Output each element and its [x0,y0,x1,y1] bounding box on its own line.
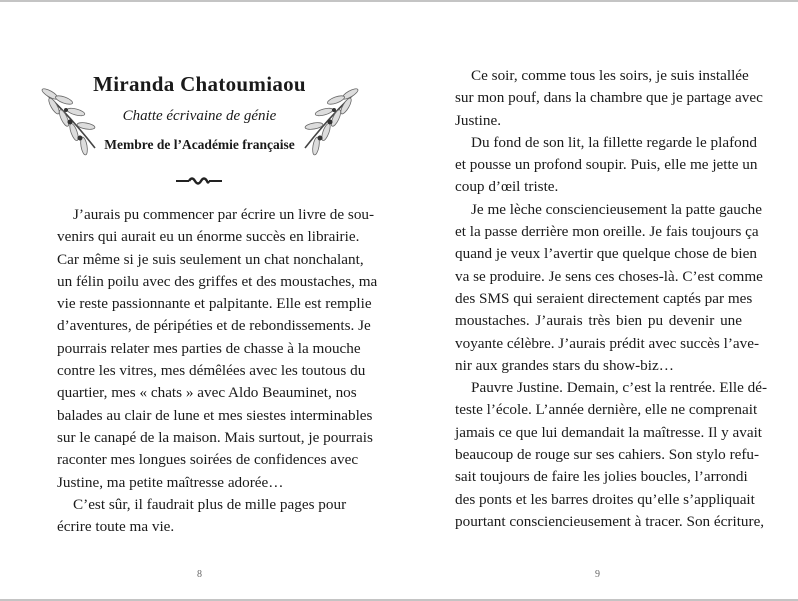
text-line: des ponts et les barres droites qu’elle s’appliquait [455,490,755,508]
right-page [399,0,798,601]
text-line: va se produire. Je sens ces choses-là. C’est comme [455,267,763,285]
text-line: raconter mes longues soirées de confidences avec [57,451,359,469]
left-body-text [57,204,378,538]
text-line: C’est sûr, il faudrait plus de mille pages pour [73,495,347,513]
right-body-text [455,65,768,533]
paragraph [57,204,378,494]
text-line: Je me lèche consciencieusement la patte gauche [471,200,762,218]
author-membership: Membre de l’Académie française [104,137,295,152]
text-line: Ce soir, comme tous les soirs, je suis installée [471,67,749,84]
text-line: Justine, ma petite maîtresse adorée… [57,473,284,491]
text-line: voyante célèbre. J’aurais prédit avec succès l’ave- [455,334,760,352]
text-line: J’aurais pu commencer par écrire un livre de sou- [73,206,375,223]
text-line: d’aventures, de péripéties et de rebondissements. Je [57,317,371,335]
text-line: vie reste passionnante et palpitante. Elle est remplie [57,295,372,313]
paragraph [455,65,763,132]
paragraph [455,199,763,377]
paragraph [57,494,347,539]
text-line: Pauvre Justine. Demain, c’est la rentrée. Elle dé- [471,379,768,397]
text-line: et pousse un profond soupir. Puis, elle me jette un [455,156,758,174]
text-line: quand je veux l’avertir que quelque chose de bien [455,245,757,263]
paragraph [455,377,768,533]
text-line: moustaches. J’aurais très bien pu devenir une [455,312,742,330]
text-line: Car même si je suis seulement un chat nonchalant, [57,250,364,268]
text-line: balades au clair de lune et mes siestes interminables [57,406,373,424]
text-line: Du fond de son lit, la fillette regarde le plafond [471,133,757,151]
text-line: beaucoup de rouge sur ses cahiers. Son stylo refu- [455,446,760,464]
text-line: pourrais relater mes parties de chasse à la mouche [57,339,361,357]
text-line: sur le canapé de la maison. Mais surtout, je pourrais [57,428,373,446]
text-line: sur mon pouf, dans la chambre que je partage avec [455,89,763,107]
ornament-divider-icon [175,175,223,187]
text-line: coup d’œil triste. [455,178,559,196]
author-subtitle: Chatte écrivaine de génie [122,108,277,124]
text-line: nir aux grandes stars du show-biz… [455,356,674,374]
text-line: contre les vitres, mes démêlées avec les toutous du [57,362,366,380]
author-name: Miranda Chatoumiaou [93,72,306,96]
text-line: teste l’école. L’année dernière, elle ne comprenait [455,401,758,419]
text-line: des SMS qui seraient directement captés par mes [455,289,753,307]
text-line: sait toujours de faire les jolies boucles, l’arrondi [455,468,748,486]
text-line: jamais ce que lui demandait la maîtresse. Il y avait [455,423,763,441]
text-line: Justine. [455,111,501,129]
text-line: pourtant consciencieusement à tracer. Son écriture, [455,512,765,530]
text-line: et la passe derrière mon oreille. Je fais toujours ça [455,223,759,241]
text-line: écrire toute ma vie. [57,518,175,536]
page-number: 8 [197,569,202,580]
text-line: venirs qui aurait eu un énorme succès en librairie. [57,228,360,246]
text-line: quartier, mes « chats » avec Aldo Beauminet, nos [57,384,357,402]
page-number: 9 [595,569,600,580]
text-line: un félin poilu avec des griffes et des moustaches, ma [57,272,378,290]
paragraph [455,132,758,199]
